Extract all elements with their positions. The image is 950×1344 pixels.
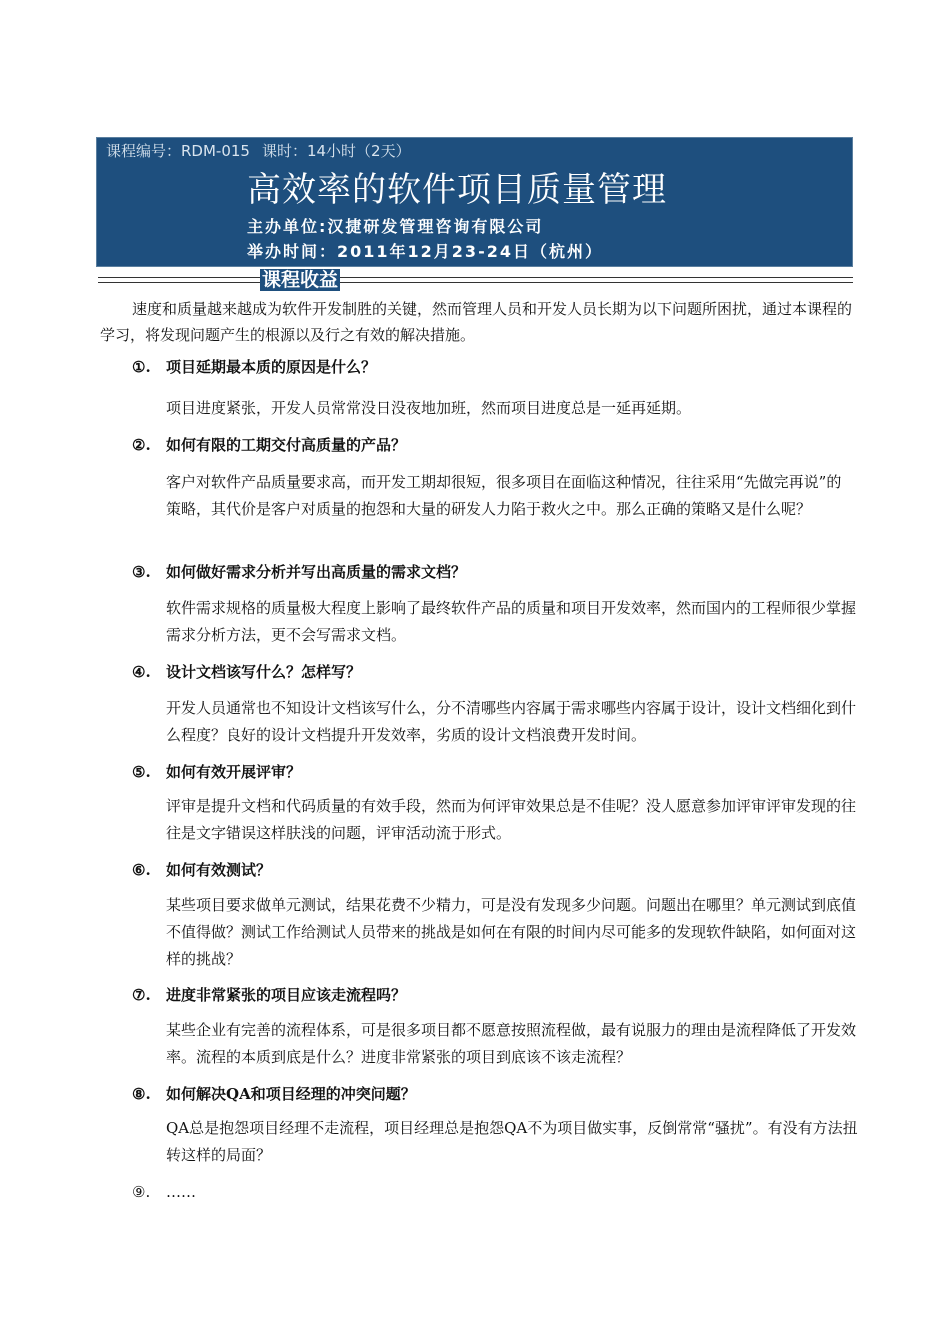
question-number: ①.: [132, 358, 151, 376]
section-header: [98, 268, 853, 294]
question-text: 如何解决QA和项目经理的冲突问题？: [166, 1085, 416, 1103]
question-9: [132, 1183, 196, 1201]
question-number: ⑥.: [132, 861, 151, 879]
question-4: [132, 661, 361, 682]
question-2: [132, 434, 406, 455]
question-number: ④.: [132, 663, 151, 681]
divider-line: [98, 282, 853, 283]
question-text: 如何做好需求分析并写出高质量的需求文档？: [166, 563, 467, 581]
question-number: ⑦.: [132, 986, 151, 1004]
answer-4: 开发人员通常也不知设计文档该写什么，分不清哪些内容属于需求哪些内容属于设计，设计文档细化到什么程度？良好的设计文档提升开发效率，劣质的设计文档浪费开发时间。: [166, 699, 857, 744]
course-code: 课程编号：RDM-015: [106, 142, 250, 160]
course-title: 高效率的软件项目质量管理: [247, 170, 667, 210]
question-6: [132, 859, 271, 880]
divider-line: [98, 277, 853, 278]
course-banner: [96, 137, 853, 267]
event-time: 举办时间：2011年12月23-24日（杭州）: [247, 242, 603, 261]
question-number: ③.: [132, 563, 151, 581]
question-text: 项目延期最本质的原因是什么？: [166, 358, 377, 376]
question-text: 如何有效测试？: [166, 861, 272, 879]
question-3: [132, 561, 466, 582]
question-7: [132, 984, 406, 1005]
answer-1: 项目进度紧张，开发人员常常没日没夜地加班，然而项目进度总是一延再延期。: [166, 399, 692, 417]
answer-8: QA总是抱怨项目经理不走流程，项目经理总是抱怨QA不为项目做实事，反倒常常“骚扰”。有没有方法扭转这样的局面？: [166, 1119, 858, 1164]
question-8: [132, 1083, 416, 1104]
question-number: ⑧.: [132, 1085, 151, 1103]
answer-7: 某些企业有完善的流程体系，可是很多项目都不愿意按照流程做，最有说服力的理由是流程降低了开发效率。流程的本质到底是什么？进度非常紧张的项目到底该不该走流程？: [166, 1021, 857, 1066]
course-hours: 课时：14小时（2天）: [261, 142, 411, 160]
question-number: ⑨.: [132, 1183, 151, 1201]
organizer: 主办单位:汉捷研发管理咨询有限公司: [247, 217, 544, 236]
answer-5: 评审是提升文档和代码质量的有效手段，然而为何评审效果总是不佳呢？没人愿意参加评审评审发现的往往是文字错误这样肤浅的问题，评审活动流于形式。: [166, 797, 857, 842]
question-1: [132, 356, 376, 377]
answer-6: 某些项目要求做单元测试，结果花费不少精力，可是没有发现多少问题。问题出在哪里？单元测试到底值不值得做？测试工作给测试人员带来的挑战是如何在有限的时间内尽可能多的发现软件缺陷，如何面对这样的挑战？: [166, 896, 857, 968]
question-text: 如何有效开展评审？: [166, 763, 302, 781]
question-number: ②.: [132, 436, 151, 454]
question-text: 如何有限的工期交付高质量的产品？: [166, 436, 407, 454]
course-meta: [106, 140, 411, 161]
answer-3: 软件需求规格的质量极大程度上影响了最终软件产品的质量和项目开发效率，然而国内的工程师很少掌握需求分析方法，更不会写需求文档。: [166, 599, 857, 644]
question-5: [132, 761, 301, 782]
answer-2: 客户对软件产品质量要求高，而开发工期却很短，很多项目在面临这种情况，往往采用“先做完再说”的策略，其代价是客户对质量的抱怨和大量的研发人力陷于救火之中。那么正确的策略又是什么呢？: [166, 473, 842, 518]
question-text: 进度非常紧张的项目应该走流程吗？: [166, 986, 407, 1004]
intro-paragraph: 速度和质量越来越成为软件开发制胜的关键，然而管理人员和开发人员长期为以下问题所困扰，通过本课程的学习，将发现问题产生的根源以及行之有效的解决措施。: [100, 300, 853, 344]
section-title: 课程收益: [262, 269, 339, 291]
question-text: ……: [166, 1183, 196, 1201]
question-number: ⑤.: [132, 763, 151, 781]
question-text: 设计文档该写什么？怎样写？: [166, 663, 362, 681]
